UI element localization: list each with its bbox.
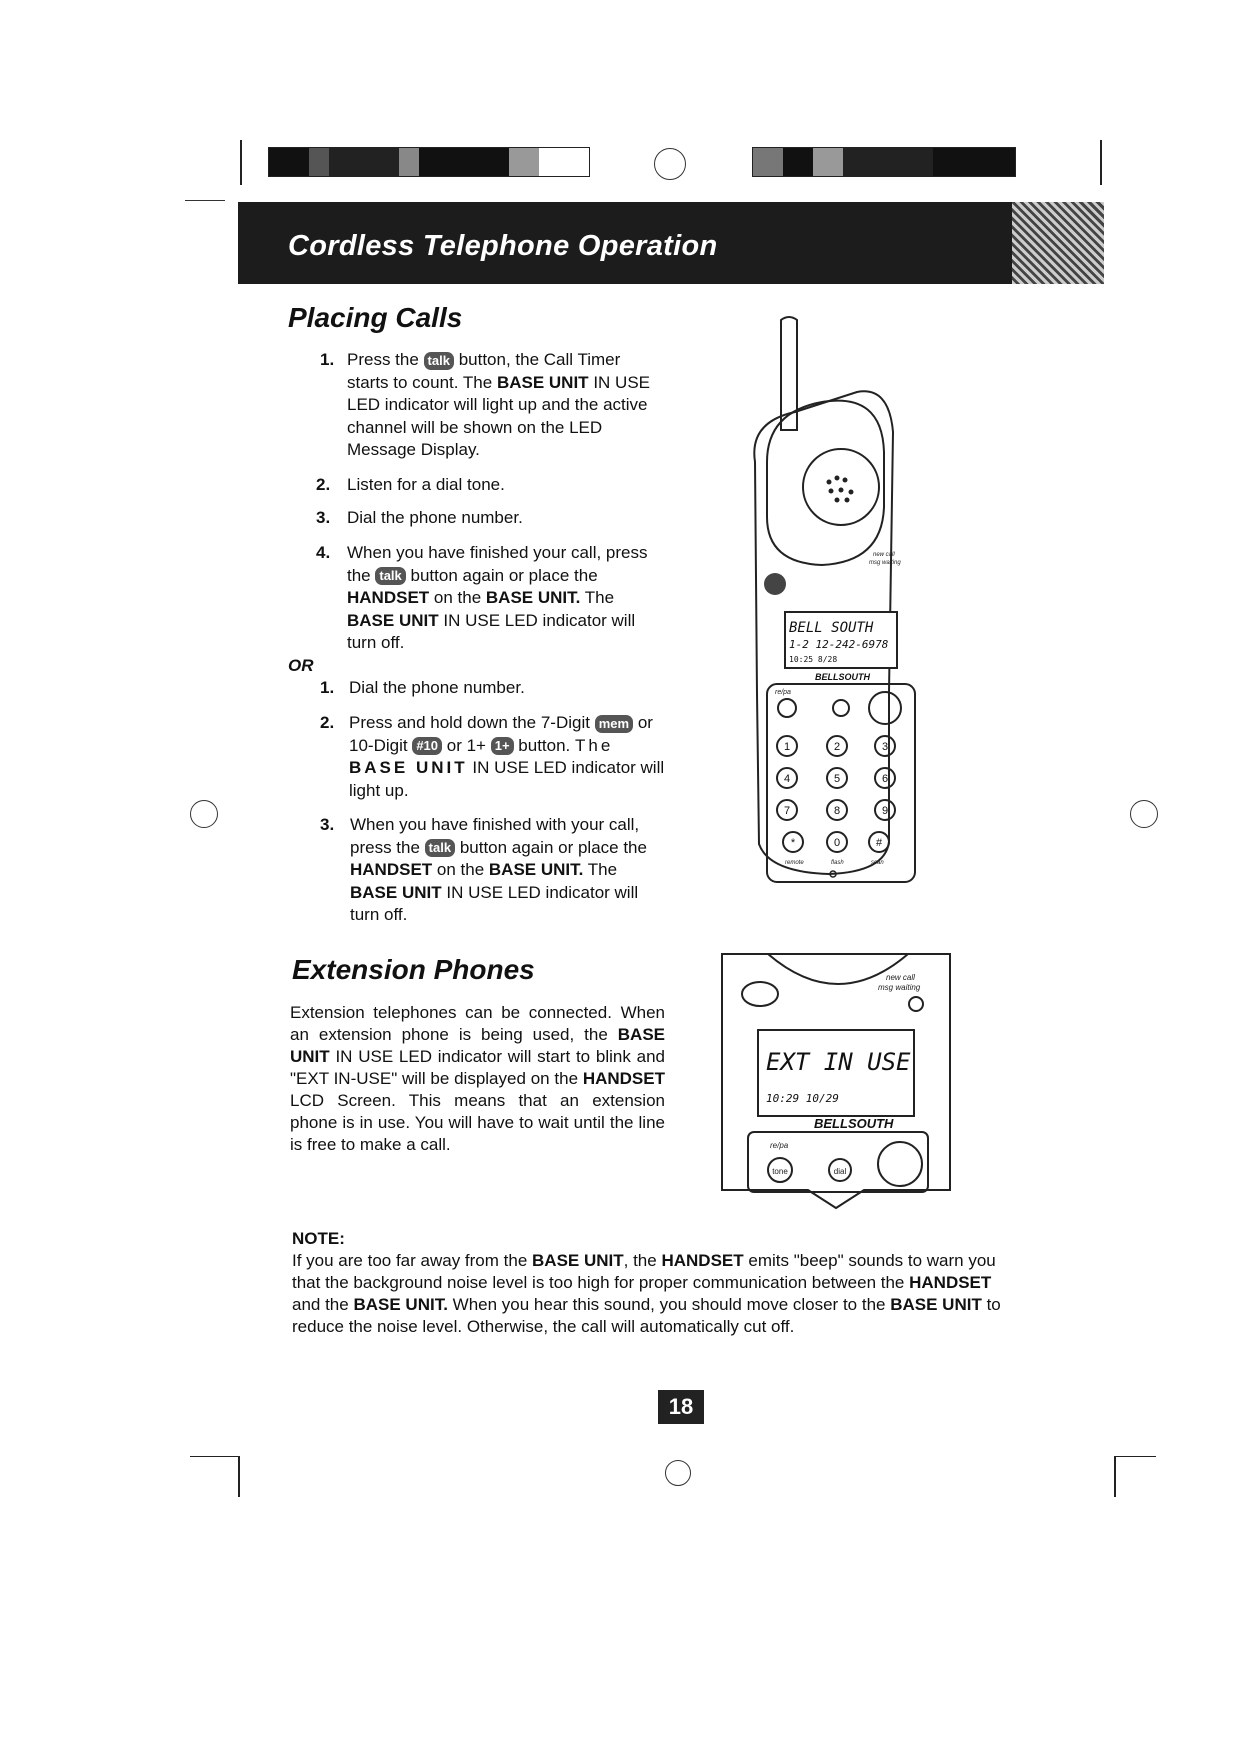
- registration-bar-right: [752, 147, 1016, 177]
- svg-text:7: 7: [783, 805, 791, 817]
- brand-logo: BELLSOUTH: [814, 1116, 894, 1131]
- ten-digit-button-icon: #10: [412, 737, 442, 755]
- svg-text:4: 4: [783, 773, 791, 785]
- registration-bar-left: [268, 147, 590, 177]
- nav-key-icon: [878, 1142, 922, 1186]
- crop-mark-top-left: [185, 140, 242, 185]
- step-b1-text: Dial the phone number.: [349, 678, 525, 697]
- crosshair-bottom: [665, 1460, 691, 1486]
- extension-paragraph: Extension telephones can be connected. When an extension phone is being used, the BASE UNIT IN USE LED indicator will start to blink and "EXT IN-USE" will be displayed on the HANDSET LCD Screen. This means that an extension phone is in use. You will have to wait until the line is free to make a call.: [290, 1003, 665, 1154]
- step-b2-text: Press and hold down the 7-Digit mem or 10-Digit #10 or 1+ 1+ button. The BASE UNIT IN USE LED indicator will light up.: [349, 713, 665, 800]
- brand-logo: BELLSOUTH: [815, 672, 870, 682]
- page-number: 18: [658, 1390, 704, 1424]
- header-noise-patch: [1012, 202, 1104, 284]
- svg-text:#: #: [875, 837, 883, 849]
- crop-mark-top-left-line: [185, 200, 225, 201]
- placing-calls-heading: Placing Calls: [288, 302, 463, 333]
- dial-key-label: dial: [833, 1167, 847, 1176]
- keypad-keys: [777, 736, 895, 852]
- label-msg-waiting: msg waiting: [869, 560, 901, 566]
- svg-text:9: 9: [881, 805, 889, 817]
- label-flash: flash: [831, 860, 844, 866]
- step-a2-number: 2.: [316, 475, 331, 494]
- step-a4-number: 4.: [316, 543, 331, 562]
- step-a4-text: When you have finished your call, press the talk button again or place the HANDSET on the BASE UNIT. The BASE UNIT IN USE LED indicator will turn off.: [347, 543, 648, 652]
- msg-led-icon: [909, 997, 923, 1011]
- label-new-call: new call: [873, 552, 895, 558]
- talk-button-icon: talk: [375, 567, 405, 585]
- one-plus-button-icon: 1+: [491, 737, 514, 755]
- step-b2-number: 2.: [320, 713, 335, 732]
- crop-mark-bottom-left: [190, 1456, 240, 1497]
- talk-key-icon: [742, 982, 778, 1006]
- section-title: Cordless Telephone Operation: [288, 230, 718, 262]
- lcd-time: 10:29 10/29: [766, 1092, 839, 1105]
- lcd-line-1: BELL SOUTH: [789, 620, 874, 636]
- step-b1-number: 1.: [320, 678, 335, 697]
- step-a2-text: Listen for a dial tone.: [347, 475, 505, 494]
- svg-text:5: 5: [833, 773, 841, 785]
- label-redial: re/pa: [770, 1141, 789, 1150]
- extension-display-illustration: [718, 952, 954, 1210]
- crosshair-top: [654, 148, 686, 180]
- crop-mark-top-right: [1100, 140, 1142, 185]
- step-a1-text: Press the talk button, the Call Timer starts to count. The BASE UNIT IN USE LED indicator will light up and the active channel will be shown on the LED Message Display.: [347, 350, 650, 459]
- svg-text:1: 1: [783, 741, 791, 753]
- crop-mark-bottom-right: [1114, 1456, 1156, 1497]
- talk-key-icon: [764, 573, 786, 595]
- step-b3-text: When you have finished with your call, press the talk button again or place the HANDSET on the BASE UNIT. The BASE UNIT IN USE LED indicator will turn off.: [350, 815, 647, 924]
- speaker-ring: [803, 449, 879, 525]
- step-a3-number: 3.: [316, 508, 331, 527]
- svg-text:2: 2: [833, 741, 841, 753]
- nav-key-icon: [869, 692, 901, 724]
- note-label: NOTE:: [292, 1229, 345, 1248]
- label-remote: remote: [785, 860, 804, 866]
- svg-text:6: 6: [881, 773, 889, 785]
- lcd-ext-in-use: EXT IN USE: [766, 1048, 911, 1076]
- extension-phones-heading: Extension Phones: [292, 954, 535, 985]
- handset-illustration: [745, 312, 925, 902]
- svg-text:*: *: [790, 837, 796, 849]
- handset-earpiece: [767, 401, 884, 565]
- lcd-line-2: 1-2 12-242-6978: [789, 638, 889, 651]
- crosshair-right: [1130, 800, 1158, 828]
- talk-button-icon: talk: [425, 839, 455, 857]
- step-a3-text: Dial the phone number.: [347, 508, 523, 527]
- note-paragraph: If you are too far away from the BASE UNIT, the HANDSET emits "beep" sounds to warn you that the background noise level is too high for proper communication between the HANDSET and the BASE UNIT. When you hear this sound, you should move closer to the BASE UNIT to reduce the noise level. Otherwise, the call will automatically cut off.: [292, 1251, 1001, 1336]
- svg-text:3: 3: [881, 741, 889, 753]
- lcd-line-3: 10:25 8/28: [789, 655, 838, 664]
- talk-button-icon: talk: [424, 352, 454, 370]
- step-a1-number: 1.: [320, 350, 335, 369]
- label-redial: re/pa: [775, 689, 791, 696]
- mem-button-icon: mem: [595, 715, 633, 733]
- label-msg-waiting: msg waiting: [878, 983, 921, 992]
- crosshair-left: [190, 800, 218, 828]
- label-new-call: new call: [886, 973, 915, 982]
- step-b3-number: 3.: [320, 815, 335, 834]
- svg-text:0: 0: [833, 837, 841, 849]
- label-scan: scan: [871, 860, 884, 866]
- svg-text:8: 8: [833, 805, 841, 817]
- or-label: OR: [288, 656, 314, 675]
- tone-key-label: tone: [772, 1167, 788, 1176]
